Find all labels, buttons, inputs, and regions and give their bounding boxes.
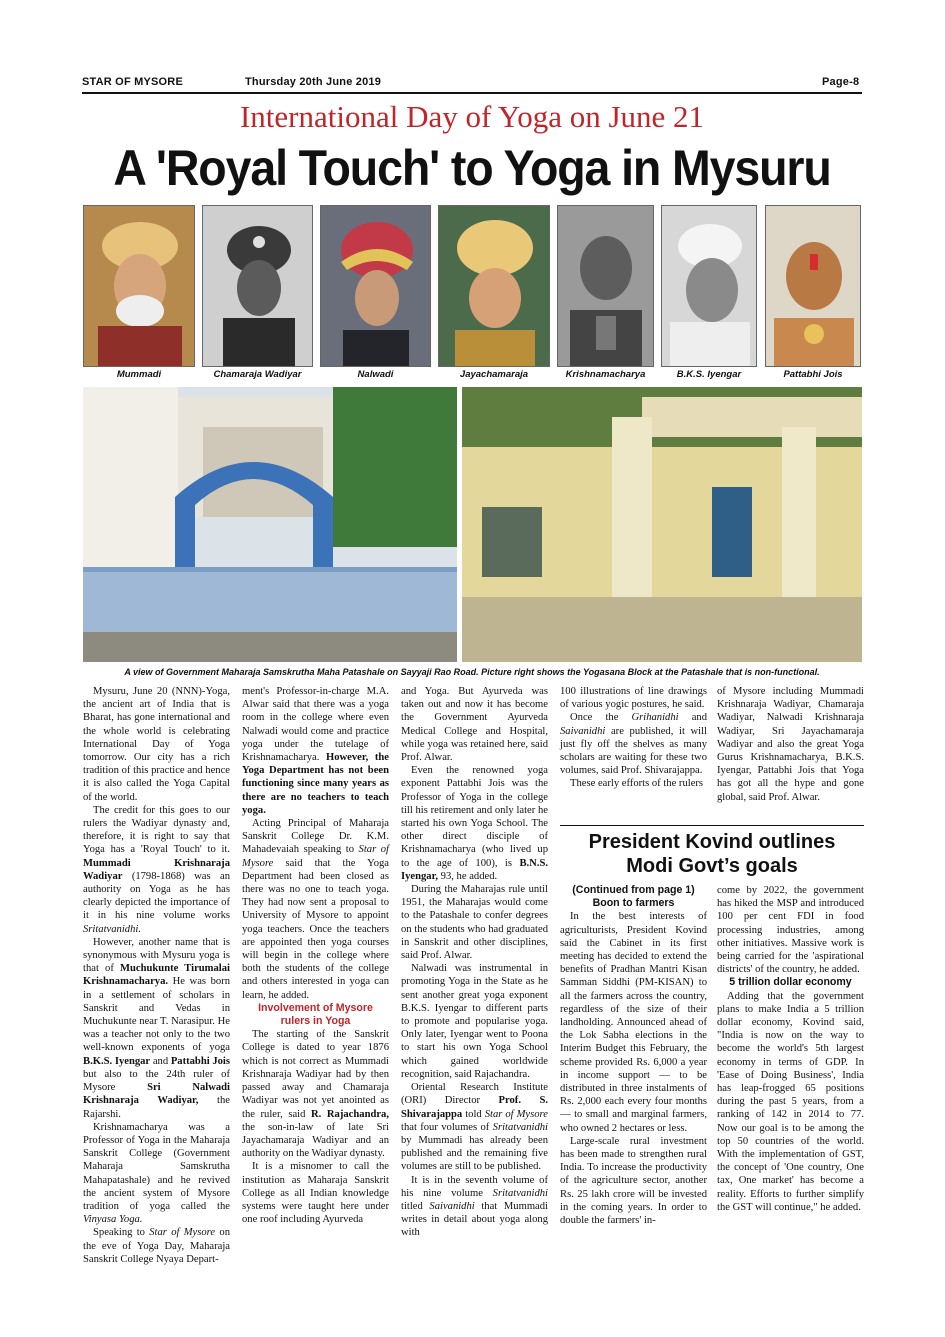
text-run: on the eve of Yoga Day, Maharaja Sanskrit College Nyaya Depart- <box>83 1227 230 1265</box>
text-run: that four volumes of <box>401 1121 490 1133</box>
text-run: but also to the 24th ruler of Mysore <box>83 1068 230 1094</box>
portrait-jayachamaraja <box>438 205 550 367</box>
text-run: and <box>691 712 707 724</box>
italic-title: Vinyasa Yoga. <box>83 1214 143 1226</box>
article-column-1 <box>83 685 230 1266</box>
paragraph <box>560 711 707 777</box>
caption-mummadi: Mummadi <box>116 369 162 380</box>
subhead-boon-to-farmers: Boon to farmers <box>592 897 675 910</box>
text-run: that Mummadi writes in detail about yoga along with <box>401 1200 548 1239</box>
bold-name: B.N.S. Iyengar, <box>401 857 548 882</box>
text-run: It is a misnomer to call the institution as Maharaja Sanskrit College as all Indian knowledge systems were taught here under one roof including Ayurveda <box>242 1161 389 1226</box>
caption-pattabhi-jois: Pattabhi Jois <box>783 369 843 380</box>
paragraph <box>401 883 548 962</box>
italic-title: Saivanidhi <box>429 1200 475 1212</box>
portrait-chamaraja <box>202 205 313 367</box>
paragraph <box>242 817 389 1002</box>
text-run: and Yoga. But Ayurveda was taken out and now it has become the Government Ayurveda Medical College and Hospital, while yoga was retained here, said Prof. Alwar. <box>401 686 548 764</box>
photo-patashale-gate <box>83 387 457 662</box>
paragraph <box>242 1160 389 1226</box>
italic-title: Sritatvanidhi <box>492 1121 548 1133</box>
subhead-5-trillion: 5 trillion dollar economy <box>729 976 852 989</box>
paragraph <box>242 685 389 817</box>
photo-caption: A view of Government Maharaja Samskrutha Maha Patashale on Sayyaji Rao Road. Picture right shows the Yogasana Block at the Patashale that is non-functional. <box>124 667 820 677</box>
kovind-headline-line-2: Modi Govt’s goals <box>626 855 798 877</box>
text-run: ment's Professor-in-charge M.A. Alwar said that there was a yoga room in the college where even Nalwadi would come and practice yoga under the tutelage of Krishnamacharya. <box>242 686 389 764</box>
continued-note: (Continued from page 1) <box>572 884 695 896</box>
text-run: Krishnamacharya was a Professor of Yoga in the Maharaja Sanskrit College (Government Maharaja Samskrutha Mahapatashale) and he revived the ancient system of Mysore tradition of yoga called the <box>83 1121 230 1212</box>
kovind-column-2 <box>717 884 864 1214</box>
text-run: (1798-1868) was an authority on Yoga as he has clearly depicted the importance of it in his nine volume works <box>83 870 230 922</box>
bold-name: Prof. S. Shivarajappa <box>401 1095 548 1120</box>
page-number: Page-8 <box>822 76 860 88</box>
paragraph <box>83 685 230 804</box>
portrait-nalwadi <box>320 205 431 367</box>
paragraph <box>401 685 548 764</box>
text-run: The credit for this goes to our rulers the Wadiyar dynasty and, therefore, it is right to say that Yoga has a 'Royal Touch' to it. <box>83 804 230 856</box>
paragraph <box>401 962 548 1081</box>
text-run: told <box>465 1108 482 1120</box>
text-run: Oriental Research Institute (ORI) Director <box>401 1082 548 1107</box>
caption-jayachamaraja: Jayachamaraja <box>459 369 529 380</box>
portrait-mummadi <box>83 205 195 367</box>
article-column-3 <box>401 685 548 1240</box>
italic-title: Star of Mysore <box>484 1108 548 1120</box>
text-run: Acting Principal of Maharaja Sanskrit College Dr. K.M. Mahadevaiah speaking to <box>242 818 389 856</box>
paragraph: In the best interests of agriculturists, President Kovind said the Cabinet in its first meeting has decided to extend the benefits of Pradhan Mantri Kisan Samman Siddhi (PM-KISAN) to all the farmers across the country, regardless of the size of their landholding. Announced ahead of the Lok Sabha elections in the Interim Budget this February, the scheme provided Rs. 6,000 a year in income support — to be distributed in three instalments of Rs. 2,000 each every four months — to small and marginal farmers, who owned 2 hectares or less. <box>560 911 707 1134</box>
paragraph <box>401 764 548 883</box>
page-headline: A 'Royal Touch' to Yoga in Mysuru <box>113 140 831 196</box>
kovind-headline <box>560 830 864 878</box>
caption-bks-iyengar: B.K.S. Iyengar <box>676 369 742 380</box>
paragraph: Adding that the government plans to make India a 5 trillion dollar economy, Kovind said, "India is now on the way to become the world's 5th largest economy in terms of GDP. In 'Ease of Doing Business', India has leap-frogged 65 positions during the past 5 years, from a ranking of 142 in 2014 to 77. Now our goal is to be among the top 50 countries of the world. With the implementation of GST, the concept of 'One country, One tax, One market' has become a reality. Efforts to further simplify the GST will continue," he added. <box>717 990 864 1213</box>
paper-name: STAR OF MYSORE <box>82 76 183 88</box>
text-run: During the Maharajas rule until 1951, the Maharajas would come to the Patashale to confer degrees on the students who had graduated in Sanskrit and other disciplines, said Prof. Alwar. <box>401 884 548 962</box>
text-run: of Mysore including Mummadi Krishnaraja Wadiyar, Chamaraja Wadiyar, Nalwadi Krishnaraja Wadiyar, Sri Jayachamaraja Wadiyar and also the great Yoga Gurus Krishnamacharya, B.K.S. Iyengar, Pattabhi Jois that Yoga has got all the hype and gone global, said Prof. Alwar. <box>717 686 864 803</box>
paragraph: come by 2022, the government has hiked the MSP and introduced 100 per cent FDI in food processing industries, among other initiatives. Massive work is being carried for the 'aspirational districts' of the country, he added. <box>717 885 864 976</box>
text-run: said that the Yoga Department had been closed as there was no one to teach yoga. They had now sent a proposal to University of Mysore to appoint yoga teachers. Once the teachers are appointed then yoga courses will begin in the college where both the students of the college and others interested in yoga can learn, he added. <box>242 857 389 1001</box>
text-run: the son-in-law of late Sri Jayachamaraja Wadiyar and an authority on the Wadiyar dynasty. <box>242 1121 389 1160</box>
article-column-2 <box>242 685 389 1226</box>
paragraph <box>560 777 707 790</box>
text-run: The starting of the Sanskrit College is dated to year 1876 which is not correct as Mummadi Krishnaraja Wadiyar had by then passed away and Chamaraja Wadiyar was not yet anointed as the ruler, said <box>242 1029 389 1120</box>
bold-text: However, the Yoga Department has not been functioning since many years as there are no teachers to teach yoga. <box>242 752 389 816</box>
bold-name: R. Rajachandra, <box>311 1108 389 1120</box>
photo-yogasana-block <box>462 387 862 662</box>
paragraph <box>401 1174 548 1240</box>
text-run: the Rajarshi. <box>83 1095 230 1120</box>
text-run: Even the renowned yoga exponent Pattabhi Jois was the Professor of Yoga in the college till his retirement and only later he started his own Yoga School. The other direct disciple of Krishnamacharya (who lived up to the age of 100), is <box>401 765 548 869</box>
text-run: Speaking to <box>93 1227 145 1239</box>
kicker-title: International Day of Yoga on June 21 <box>239 99 705 134</box>
text-run: It is in the seventh volume of his nine volume <box>401 1174 548 1199</box>
text-run: However, another name that is synonymous with Mysuru yoga is that of <box>83 936 230 975</box>
kovind-column-1 <box>560 884 707 1227</box>
text-run: Mysuru, June 20 (NNN)-Yoga, the ancient art of India that is Bharat, has gone international and the whole world is celebrating International Day of Yoga tomorrow. Our city has a rich tradition of this practice and hence it is also called the Yoga Capital of the world. <box>83 686 230 803</box>
paragraph <box>83 804 230 936</box>
article-column-4 <box>560 685 707 791</box>
paragraph: Large-scale rural investment has been made to strengthen rural India. To increase the productivity of the agriculture sector, another Rs. 25 lakh crore will be invested in the coming years. In order to double the farmers' in- <box>560 1135 707 1227</box>
subhead-involvement: Involvement of Mysore rulers in Yoga <box>258 1001 373 1028</box>
paragraph <box>717 685 864 804</box>
bold-name: Muchukunte Tirumalai Krishnamacharya. <box>83 963 230 988</box>
bold-name: Mummadi Krishnaraja Wadiyar <box>83 857 230 882</box>
portrait-bks-iyengar <box>661 205 757 367</box>
masthead-rule <box>82 92 862 94</box>
text-run: by Mummadi has already been published and the remaining five volumes are still to be published. <box>401 1134 548 1173</box>
paragraph <box>83 936 230 1121</box>
text-run: These early efforts of the rulers <box>570 778 704 790</box>
kovind-top-rule <box>560 825 864 826</box>
bold-name: Pattabhi Jois <box>170 1055 230 1067</box>
kovind-headline-line-1: President Kovind outlines <box>588 831 836 853</box>
paragraph <box>242 1028 389 1160</box>
paragraph <box>401 1081 548 1173</box>
italic-title: Sritatvanidhi <box>492 1187 548 1199</box>
text-run: 100 illustrations of line drawings of various yogic postures, he said. <box>560 686 707 711</box>
portrait-pattabhi-jois <box>765 205 861 367</box>
caption-nalwadi: Nalwadi <box>357 369 394 380</box>
caption-chamaraja: Chamaraja Wadiyar <box>213 369 302 380</box>
italic-title: Sritatvanidhi. <box>83 923 141 935</box>
paragraph <box>83 1226 230 1266</box>
paragraph <box>560 685 707 711</box>
paragraph <box>83 1121 230 1227</box>
text-run: are published, it will just fly off the shelves as many scholars are waiting for these two volumes, said Prof. Shivarajappa. <box>560 725 707 777</box>
portrait-krishnamacharya <box>557 205 654 367</box>
bold-name: B.K.S. Iyengar <box>83 1055 151 1067</box>
text-run: titled <box>401 1200 423 1212</box>
bold-name: Sri Nalwadi Krishnaraja Wadiyar, <box>83 1082 230 1107</box>
text-run: Nalwadi was instrumental in promoting Yoga in the State as he sent another great yoga exponent B.K.S. Iyengar to different parts to promote and popularise yoga. Only later, Iyengar went to Poona to start his own Yoga School which gained worldwide recognition, said Rajachandra. <box>401 963 548 1080</box>
article-column-5 <box>717 685 864 804</box>
caption-krishnamacharya: Krishnamacharya <box>565 369 646 380</box>
issue-date: Thursday 20th June 2019 <box>245 76 382 88</box>
italic-title: Saivanidhi <box>560 725 606 737</box>
text-run: 93, he added. <box>440 870 498 882</box>
italic-title: Star of Mysore <box>149 1227 216 1239</box>
text-run: He was born in a settlement of scholars in Sanskrit and Vedas in Muchukunte near T. Narasipur. He was a teacher not only to the two well-known exponents of yoga <box>83 976 231 1054</box>
text-run: and <box>152 1055 169 1067</box>
italic-title: Grihanidhi <box>631 712 679 724</box>
italic-title: Star of Mysore <box>242 844 389 869</box>
text-run: Once the <box>570 712 619 724</box>
